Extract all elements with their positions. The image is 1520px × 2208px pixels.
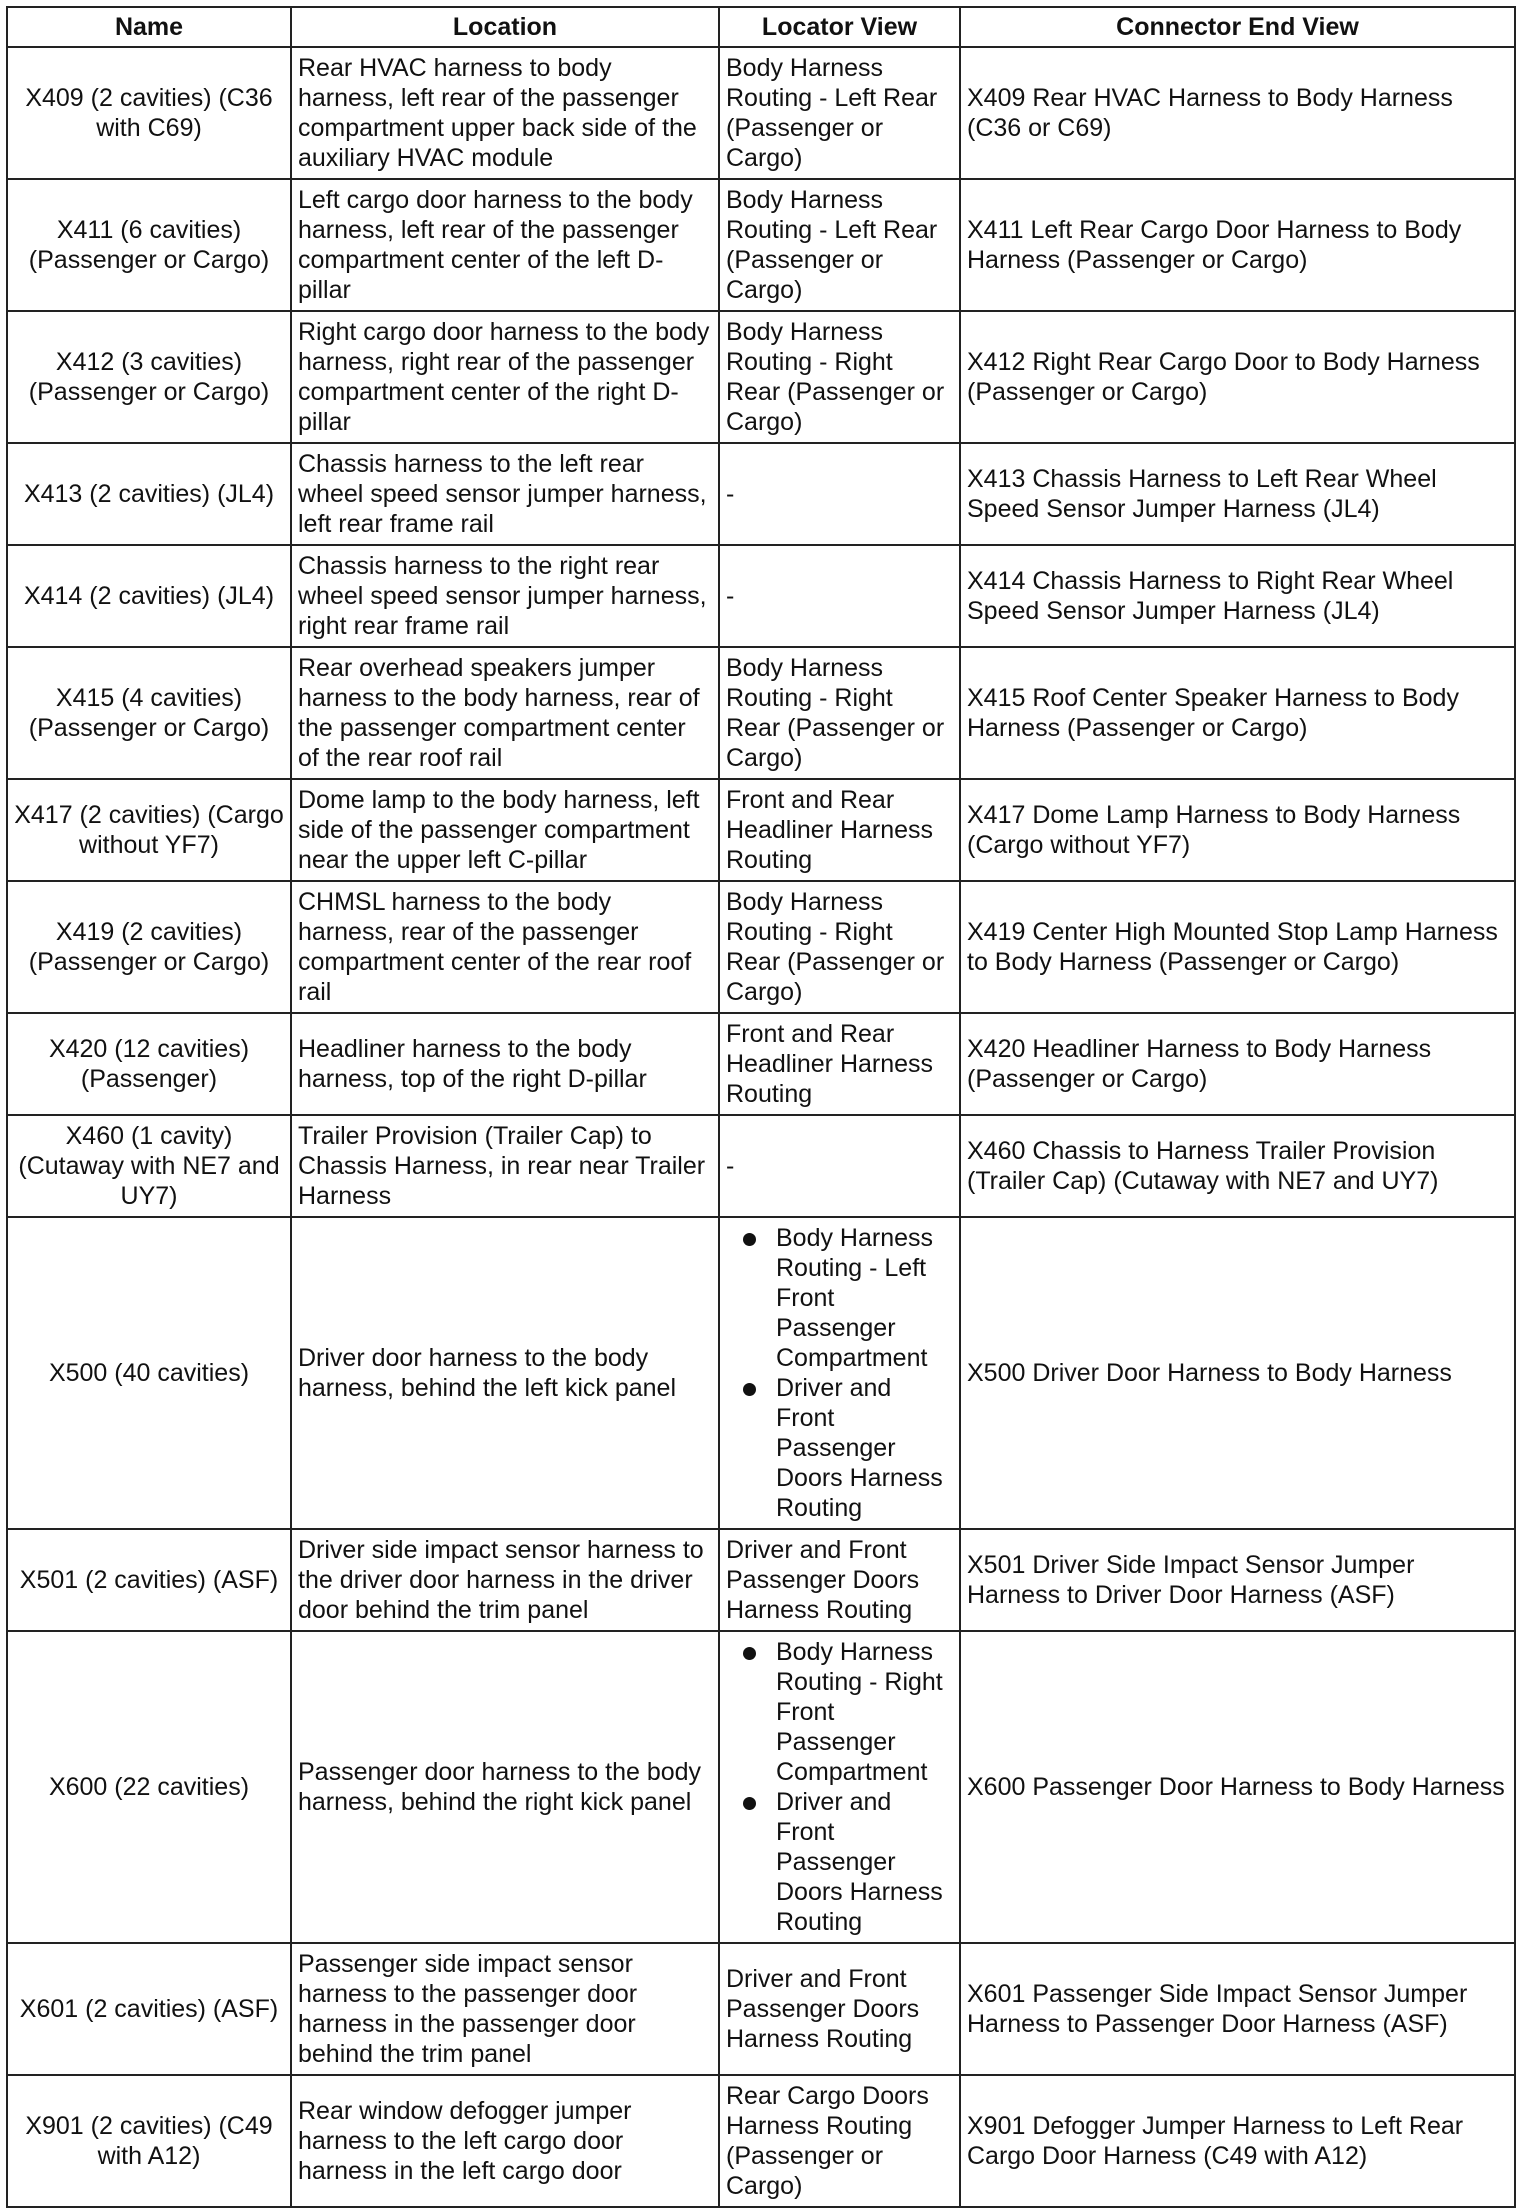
location-cell: Left cargo door harness to the body harness, left rear of the passenger compartment center of the left D-pillar (291, 179, 719, 311)
location-cell: Passenger side impact sensor harness to the passenger door harness in the passenger door behind the trim panel (291, 1943, 719, 2075)
connector-end-view-cell: X500 Driver Door Harness to Body Harness (960, 1217, 1515, 1529)
header-connector-end-view: Connector End View (960, 7, 1515, 47)
locator-view-cell (719, 1943, 960, 2075)
locator-view-cell (719, 881, 960, 1013)
locator-view-cell (719, 1631, 960, 1943)
locator-view-cell (719, 779, 960, 881)
locator-view-item: Driver and Front Passenger Doors Harness Routing (776, 1787, 953, 1937)
table-row (7, 1943, 1515, 2075)
connector-end-view-cell: X601 Passenger Side Impact Sensor Jumper Harness to Passenger Door Harness (ASF) (960, 1943, 1515, 2075)
locator-view-cell (719, 179, 960, 311)
locator-view-cell (719, 1529, 960, 1631)
table-row (7, 1013, 1515, 1115)
table-row (7, 1217, 1515, 1529)
locator-view-text: - (726, 582, 735, 610)
locator-view-cell (719, 443, 960, 545)
table-row (7, 647, 1515, 779)
locator-view-cell (719, 545, 960, 647)
table-row (7, 443, 1515, 545)
connector-name-cell: X600 (22 cavities) (7, 1631, 291, 1943)
table-row (7, 47, 1515, 179)
locator-view-text: Rear Cargo Doors Harness Routing (Passenger or Cargo) (726, 2082, 929, 2200)
connector-name-cell: X500 (40 cavities) (7, 1217, 291, 1529)
connector-end-view-cell: X409 Rear HVAC Harness to Body Harness (C36 or C69) (960, 47, 1515, 179)
connector-name-cell: X412 (3 cavities) (Passenger or Cargo) (7, 311, 291, 443)
locator-view-cell (719, 647, 960, 779)
locator-view-text: - (726, 1152, 735, 1180)
table-body (7, 47, 1515, 2207)
connector-name-cell: X411 (6 cavities) (Passenger or Cargo) (7, 179, 291, 311)
connector-end-view-cell: X420 Headliner Harness to Body Harness (Passenger or Cargo) (960, 1013, 1515, 1115)
location-cell: Rear overhead speakers jumper harness to the body harness, rear of the passenger compartment center of the rear roof rail (291, 647, 719, 779)
connector-name-cell: X501 (2 cavities) (ASF) (7, 1529, 291, 1631)
locator-view-cell (719, 1115, 960, 1217)
connector-end-view-cell: X419 Center High Mounted Stop Lamp Harness to Body Harness (Passenger or Cargo) (960, 881, 1515, 1013)
locator-view-list (726, 1637, 953, 1937)
connector-name-cell: X460 (1 cavity) (Cutaway with NE7 and UY7) (7, 1115, 291, 1217)
connector-name-cell: X415 (4 cavities) (Passenger or Cargo) (7, 647, 291, 779)
location-cell: CHMSL harness to the body harness, rear of the passenger compartment center of the rear roof rail (291, 881, 719, 1013)
locator-view-text: Driver and Front Passenger Doors Harness Routing (726, 1536, 920, 1624)
table-row (7, 179, 1515, 311)
locator-view-cell (719, 311, 960, 443)
connector-end-view-cell: X414 Chassis Harness to Right Rear Wheel Speed Sensor Jumper Harness (JL4) (960, 545, 1515, 647)
locator-view-cell (719, 47, 960, 179)
header-row (7, 7, 1515, 47)
location-cell: Driver side impact sensor harness to the driver door harness in the driver door behind the trim panel (291, 1529, 719, 1631)
locator-view-text: Body Harness Routing - Left Rear (Passenger or Cargo) (726, 54, 938, 172)
table-row (7, 2075, 1515, 2207)
table-row (7, 1115, 1515, 1217)
connector-end-view-cell: X901 Defogger Jumper Harness to Left Rear Cargo Door Harness (C49 with A12) (960, 2075, 1515, 2207)
locator-view-text: Body Harness Routing - Right Rear (Passenger or Cargo) (726, 318, 945, 436)
table-row (7, 779, 1515, 881)
header-location: Location (291, 7, 719, 47)
connector-name-cell: X420 (12 cavities) (Passenger) (7, 1013, 291, 1115)
location-cell: Dome lamp to the body harness, left side of the passenger compartment near the upper left C-pillar (291, 779, 719, 881)
header-name: Name (7, 7, 291, 47)
table-row (7, 545, 1515, 647)
location-cell: Headliner harness to the body harness, top of the right D-pillar (291, 1013, 719, 1115)
connector-end-view-cell: X411 Left Rear Cargo Door Harness to Body Harness (Passenger or Cargo) (960, 179, 1515, 311)
table-row (7, 311, 1515, 443)
connector-end-view-cell: X460 Chassis to Harness Trailer Provision (Trailer Cap) (Cutaway with NE7 and UY7) (960, 1115, 1515, 1217)
location-cell: Rear HVAC harness to body harness, left rear of the passenger compartment upper back side of the auxiliary HVAC module (291, 47, 719, 179)
locator-view-item: Body Harness Routing - Right Front Passenger Compartment (776, 1637, 953, 1787)
locator-view-text: Body Harness Routing - Right Rear (Passenger or Cargo) (726, 888, 945, 1006)
connector-table (6, 6, 1516, 2208)
table-row (7, 1529, 1515, 1631)
locator-view-cell (719, 1013, 960, 1115)
locator-view-cell (719, 2075, 960, 2207)
locator-view-list (726, 1223, 953, 1523)
location-cell: Driver door harness to the body harness, behind the left kick panel (291, 1217, 719, 1529)
locator-view-item: Body Harness Routing - Left Front Passenger Compartment (776, 1223, 953, 1373)
connector-name-cell: X419 (2 cavities) (Passenger or Cargo) (7, 881, 291, 1013)
connector-name-cell: X417 (2 cavities) (Cargo without YF7) (7, 779, 291, 881)
locator-view-item: Driver and Front Passenger Doors Harness Routing (776, 1373, 953, 1523)
connector-name-cell: X413 (2 cavities) (JL4) (7, 443, 291, 545)
connector-name-cell: X601 (2 cavities) (ASF) (7, 1943, 291, 2075)
location-cell: Chassis harness to the left rear wheel speed sensor jumper harness, left rear frame rail (291, 443, 719, 545)
header-locator-view: Locator View (719, 7, 960, 47)
location-cell: Right cargo door harness to the body harness, right rear of the passenger compartment center of the right D-pillar (291, 311, 719, 443)
locator-view-text: Body Harness Routing - Right Rear (Passenger or Cargo) (726, 654, 945, 772)
connector-end-view-cell: X501 Driver Side Impact Sensor Jumper Harness to Driver Door Harness (ASF) (960, 1529, 1515, 1631)
connector-end-view-cell: X415 Roof Center Speaker Harness to Body Harness (Passenger or Cargo) (960, 647, 1515, 779)
location-cell: Rear window defogger jumper harness to the left cargo door harness in the left cargo door (291, 2075, 719, 2207)
location-cell: Passenger door harness to the body harness, behind the right kick panel (291, 1631, 719, 1943)
locator-view-text: Front and Rear Headliner Harness Routing (726, 786, 934, 874)
location-cell: Trailer Provision (Trailer Cap) to Chassis Harness, in rear near Trailer Harness (291, 1115, 719, 1217)
connector-end-view-cell: X600 Passenger Door Harness to Body Harness (960, 1631, 1515, 1943)
connector-end-view-cell: X417 Dome Lamp Harness to Body Harness (Cargo without YF7) (960, 779, 1515, 881)
connector-name-cell: X414 (2 cavities) (JL4) (7, 545, 291, 647)
locator-view-text: Body Harness Routing - Left Rear (Passenger or Cargo) (726, 186, 938, 304)
connector-end-view-cell: X412 Right Rear Cargo Door to Body Harness (Passenger or Cargo) (960, 311, 1515, 443)
connector-end-view-cell: X413 Chassis Harness to Left Rear Wheel Speed Sensor Jumper Harness (JL4) (960, 443, 1515, 545)
locator-view-text: Driver and Front Passenger Doors Harness Routing (726, 1965, 920, 2053)
table-row (7, 1631, 1515, 1943)
connector-name-cell: X901 (2 cavities) (C49 with A12) (7, 2075, 291, 2207)
location-cell: Chassis harness to the right rear wheel speed sensor jumper harness, right rear frame rail (291, 545, 719, 647)
connector-name-cell: X409 (2 cavities) (C36 with C69) (7, 47, 291, 179)
locator-view-text: - (726, 480, 735, 508)
table-row (7, 881, 1515, 1013)
locator-view-cell (719, 1217, 960, 1529)
locator-view-text: Front and Rear Headliner Harness Routing (726, 1020, 934, 1108)
